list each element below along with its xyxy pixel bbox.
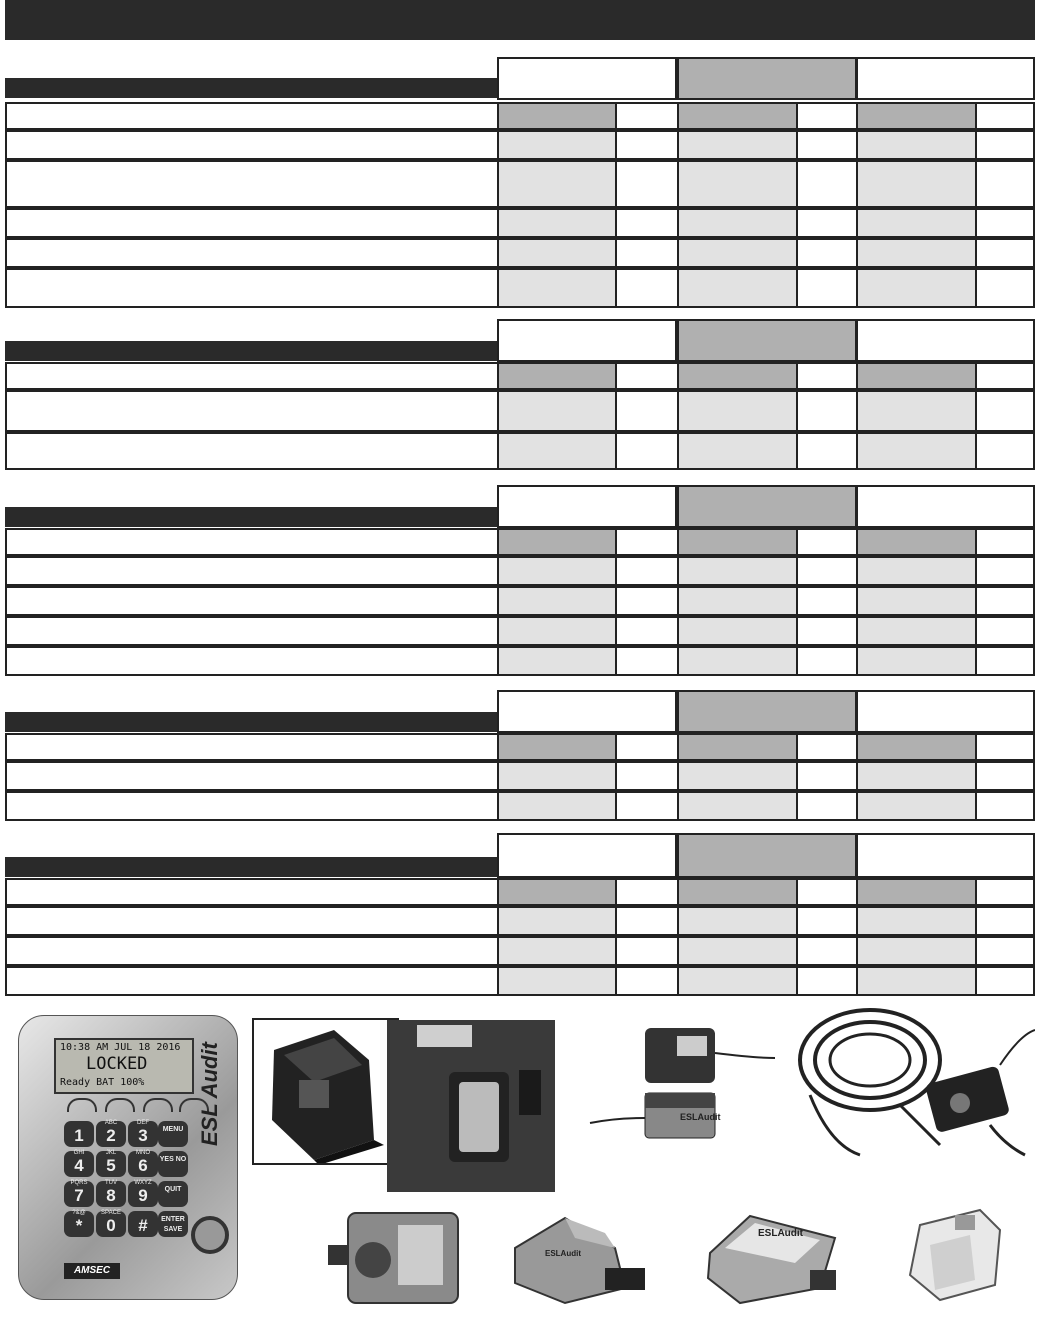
keypad-photo [18, 1015, 238, 1300]
keypad-round-button[interactable] [191, 1216, 229, 1254]
lock-box-label: ESLAudit [545, 1249, 581, 1258]
key-label: 4 [74, 1156, 84, 1175]
section-4-row-2-cell-3 [677, 761, 798, 791]
section-5-row-4-cell-6 [975, 966, 1035, 996]
section-4-row-1-cell-4 [796, 733, 858, 761]
esl-audit-brand: ESL Audit [197, 1042, 222, 1146]
section-5-row-3-cell-5 [856, 936, 977, 966]
section-5-row-4-cell-2 [615, 966, 679, 996]
section-2-row-1-cell-4 [796, 362, 858, 390]
section-1-row-3-cell-4 [796, 160, 858, 208]
key-15[interactable] [128, 1211, 158, 1237]
section-1-row-5-label [5, 238, 499, 268]
section-4-header-bar [5, 712, 497, 732]
section-5-row-1-label [5, 878, 499, 906]
section-4-row-2-cell-5 [856, 761, 977, 791]
section-1-row-2-cell-3 [677, 130, 798, 160]
section-5-row-3-cell-4 [796, 936, 858, 966]
section-3-row-3-cell-1 [497, 586, 617, 616]
key-5[interactable] [64, 1151, 94, 1177]
section-4-col-header-3 [856, 690, 1035, 733]
section-5-header-bar [5, 857, 497, 877]
section-3-row-5-cell-6 [975, 646, 1035, 676]
section-3-col-header-2 [677, 485, 857, 528]
section-3-row-4-cell-1 [497, 616, 617, 646]
section-1-row-6-cell-4 [796, 268, 858, 308]
section-4-row-2-cell-6 [975, 761, 1035, 791]
key-label: 6 [138, 1156, 148, 1175]
section-3-row-2-cell-5 [856, 556, 977, 586]
section-3-row-1-cell-3 [677, 528, 798, 556]
bolt-lock-label: ESLAudit [758, 1228, 803, 1239]
section-1-row-3-cell-3 [677, 160, 798, 208]
section-2-row-2-cell-2 [615, 390, 679, 432]
section-5-row-1-cell-6 [975, 878, 1035, 906]
section-3-row-2-label [5, 556, 499, 586]
section-3-row-4-cell-3 [677, 616, 798, 646]
key-sub-label: WXYZ [134, 1180, 152, 1186]
section-3-row-3-cell-2 [615, 586, 679, 616]
section-4-row-1-cell-5 [856, 733, 977, 761]
section-1-row-3-cell-1 [497, 160, 617, 208]
screen-line-2: LOCKED [86, 1054, 148, 1074]
key-sub-label: SPACE [101, 1210, 121, 1216]
key-label: 3 [138, 1126, 148, 1145]
lock-body-1-photo [328, 1205, 478, 1310]
lock-body-2-photo [505, 1208, 650, 1308]
section-1-row-6-cell-6 [975, 268, 1035, 308]
section-2-row-1-cell-5 [856, 362, 977, 390]
section-4-row-2-cell-1 [497, 761, 617, 791]
section-5-row-1-cell-5 [856, 878, 977, 906]
section-3-row-5-cell-4 [796, 646, 858, 676]
section-1-header-bar [5, 78, 497, 98]
section-2-row-2-label [5, 390, 499, 432]
section-5-row-4-cell-1 [497, 966, 617, 996]
section-3-row-3-label [5, 586, 499, 616]
key-sub-label: ?&@ [72, 1210, 86, 1216]
section-4-row-1-label [5, 733, 499, 761]
section-2-row-3-cell-4 [796, 432, 858, 470]
mounting-bracket-image [254, 1020, 397, 1163]
section-1-row-2-cell-6 [975, 130, 1035, 160]
section-2-row-3-cell-5 [856, 432, 977, 470]
safe-handle [519, 1070, 541, 1115]
key-3[interactable] [128, 1121, 158, 1147]
lock-body-3-photo [700, 1208, 845, 1308]
section-3-row-1-cell-5 [856, 528, 977, 556]
section-3-row-2-cell-4 [796, 556, 858, 586]
section-1-col-header-2 [677, 57, 857, 100]
safe-label-plate [417, 1025, 472, 1047]
section-3-col-header-1 [497, 485, 677, 528]
key-sub-label: ABC [104, 1120, 118, 1126]
section-3-row-1-cell-2 [615, 528, 679, 556]
section-1-row-2-cell-4 [796, 130, 858, 160]
section-3-row-1-cell-4 [796, 528, 858, 556]
key-10[interactable] [96, 1181, 126, 1207]
section-5-row-2-cell-2 [615, 906, 679, 936]
section-4-row-1-cell-6 [975, 733, 1035, 761]
section-5-row-3-cell-2 [615, 936, 679, 966]
key-label: 2 [106, 1126, 116, 1145]
section-1-row-2-cell-5 [856, 130, 977, 160]
key-sub-label: MNO [136, 1150, 150, 1156]
section-5-row-2-label [5, 906, 499, 936]
section-3-row-3-cell-5 [856, 586, 977, 616]
section-2-row-1-cell-3 [677, 362, 798, 390]
key-8[interactable] [158, 1151, 188, 1177]
section-5-row-2-cell-3 [677, 906, 798, 936]
section-1-row-6-cell-5 [856, 268, 977, 308]
section-4-row-2-label [5, 761, 499, 791]
section-1-row-5-cell-1 [497, 238, 617, 268]
section-1-row-4-label [5, 208, 499, 238]
screen-line-3: Ready BAT 100% [60, 1077, 145, 1088]
section-5-col-header-2 [677, 833, 857, 878]
power-box-label: ESLAudit [680, 1112, 721, 1122]
section-1-row-5-cell-5 [856, 238, 977, 268]
keypad-screen [54, 1038, 194, 1094]
section-4-row-1-cell-2 [615, 733, 679, 761]
key-label: * [75, 1216, 83, 1235]
section-3-row-4-cell-6 [975, 616, 1035, 646]
section-5-row-2-cell-4 [796, 906, 858, 936]
section-1-col-header-3 [856, 57, 1035, 100]
section-3-row-2-cell-6 [975, 556, 1035, 586]
softkey-3[interactable] [143, 1098, 173, 1112]
section-4-row-1-cell-1 [497, 733, 617, 761]
section-5-row-2-cell-1 [497, 906, 617, 936]
section-5-row-4-cell-4 [796, 966, 858, 996]
section-3-row-1-label [5, 528, 499, 556]
screen-line-1: 10:38 AM JUL 18 2016 [60, 1042, 181, 1053]
section-5-row-1-cell-2 [615, 878, 679, 906]
safe-door-photo [387, 1020, 555, 1192]
power-adapter-photo [585, 1018, 785, 1158]
section-5-row-4-cell-5 [856, 966, 977, 996]
section-1-row-3-cell-2 [615, 160, 679, 208]
section-1-row-3-cell-6 [975, 160, 1035, 208]
section-1-col-header-1 [497, 57, 677, 100]
section-5-row-2-cell-6 [975, 906, 1035, 936]
key-11[interactable] [128, 1181, 158, 1207]
section-1-row-1-cell-1 [497, 102, 617, 130]
section-2-row-3-cell-2 [615, 432, 679, 470]
section-3-row-5-cell-2 [615, 646, 679, 676]
section-3-row-5-cell-1 [497, 646, 617, 676]
section-1-row-4-cell-5 [856, 208, 977, 238]
key-sub-label: DEF [137, 1120, 149, 1126]
key-1[interactable] [64, 1121, 94, 1147]
section-4-row-3-cell-2 [615, 791, 679, 821]
section-3-row-4-cell-5 [856, 616, 977, 646]
key-sub-label: JKL [105, 1150, 117, 1156]
section-1-row-3-cell-5 [856, 160, 977, 208]
key-label: YES NO [159, 1156, 187, 1163]
section-3-row-3-cell-3 [677, 586, 798, 616]
section-1-row-3-label [5, 160, 499, 208]
section-2-row-2-cell-5 [856, 390, 977, 432]
section-1-row-5-cell-4 [796, 238, 858, 268]
section-1-row-6-cell-3 [677, 268, 798, 308]
section-2-row-2-cell-1 [497, 390, 617, 432]
section-2-row-2-cell-6 [975, 390, 1035, 432]
section-1-row-4-cell-3 [677, 208, 798, 238]
section-3-row-5-label [5, 646, 499, 676]
section-4-row-1-cell-3 [677, 733, 798, 761]
key-sub-label: TUV [105, 1180, 117, 1186]
section-5-row-1-cell-3 [677, 878, 798, 906]
key-sub-label: PQRS [70, 1180, 88, 1186]
section-4-row-3-cell-6 [975, 791, 1035, 821]
section-4-col-header-2 [677, 690, 857, 733]
key-14[interactable] [96, 1211, 126, 1237]
section-1-row-5-cell-3 [677, 238, 798, 268]
section-5-row-3-label [5, 936, 499, 966]
section-4-row-3-cell-1 [497, 791, 617, 821]
section-3-header-bar [5, 507, 497, 527]
cable-kit-photo [790, 1005, 1035, 1170]
section-3-row-2-cell-3 [677, 556, 798, 586]
section-2-row-3-cell-1 [497, 432, 617, 470]
section-2-col-header-2 [677, 319, 857, 362]
section-4-row-3-cell-4 [796, 791, 858, 821]
section-2-row-3-cell-3 [677, 432, 798, 470]
section-2-col-header-3 [856, 319, 1035, 362]
section-1-row-6-cell-1 [497, 268, 617, 308]
key-label: 7 [74, 1186, 84, 1205]
safe-keypad [459, 1082, 499, 1152]
key-label: 8 [106, 1186, 116, 1205]
key-16[interactable] [158, 1211, 188, 1237]
section-3-row-4-cell-2 [615, 616, 679, 646]
section-1-row-1-cell-6 [975, 102, 1035, 130]
key-4[interactable] [158, 1121, 188, 1147]
section-1-row-6-label [5, 268, 499, 308]
section-2-row-2-cell-4 [796, 390, 858, 432]
section-1-row-5-cell-6 [975, 238, 1035, 268]
section-1-row-2-cell-2 [615, 130, 679, 160]
door-switch-photo [900, 1205, 1010, 1310]
section-2-header-bar [5, 341, 497, 361]
section-1-row-1-cell-5 [856, 102, 977, 130]
section-4-row-3-label [5, 791, 499, 821]
section-5-col-header-3 [856, 833, 1035, 878]
key-label: MENU [162, 1126, 184, 1133]
section-4-col-header-1 [497, 690, 677, 733]
section-1-row-4-cell-4 [796, 208, 858, 238]
section-3-row-3-cell-6 [975, 586, 1035, 616]
section-4-row-2-cell-4 [796, 761, 858, 791]
section-5-row-4-label [5, 966, 499, 996]
section-4-row-3-cell-5 [856, 791, 977, 821]
section-3-row-5-cell-5 [856, 646, 977, 676]
section-1-row-2-label [5, 130, 499, 160]
section-1-row-1-cell-2 [615, 102, 679, 130]
section-1-row-1-cell-4 [796, 102, 858, 130]
section-2-row-1-cell-1 [497, 362, 617, 390]
section-4-row-2-cell-2 [615, 761, 679, 791]
section-2-row-3-label [5, 432, 499, 470]
softkey-1[interactable] [67, 1098, 97, 1112]
section-1-row-6-cell-2 [615, 268, 679, 308]
key-label: 0 [106, 1216, 116, 1235]
section-3-col-header-3 [856, 485, 1035, 528]
section-3-row-4-cell-4 [796, 616, 858, 646]
section-3-row-2-cell-2 [615, 556, 679, 586]
section-5-row-1-cell-4 [796, 878, 858, 906]
key-2[interactable] [96, 1121, 126, 1147]
section-1-row-2-cell-1 [497, 130, 617, 160]
section-1-row-1-label [5, 102, 499, 130]
section-5-row-2-cell-5 [856, 906, 977, 936]
section-1-row-1-cell-3 [677, 102, 798, 130]
section-1-row-4-cell-2 [615, 208, 679, 238]
key-6[interactable] [96, 1151, 126, 1177]
section-5-row-1-cell-1 [497, 878, 617, 906]
key-label: QUIT [164, 1186, 182, 1193]
section-3-row-1-cell-1 [497, 528, 617, 556]
section-2-row-2-cell-3 [677, 390, 798, 432]
section-1-row-5-cell-2 [615, 238, 679, 268]
key-7[interactable] [128, 1151, 158, 1177]
key-12[interactable] [158, 1181, 188, 1207]
softkey-2[interactable] [105, 1098, 135, 1112]
key-label: 9 [138, 1186, 148, 1205]
section-2-row-3-cell-6 [975, 432, 1035, 470]
section-4-row-3-cell-3 [677, 791, 798, 821]
section-2-row-1-label [5, 362, 499, 390]
amsec-logo: AMSEC [64, 1263, 120, 1279]
title-bar [5, 0, 1035, 40]
key-label: ENTER SAVE [161, 1216, 185, 1233]
key-9[interactable] [64, 1181, 94, 1207]
section-3-row-1-cell-6 [975, 528, 1035, 556]
key-label: # [138, 1216, 148, 1235]
key-sub-label: GHI [73, 1150, 85, 1156]
section-3-row-4-label [5, 616, 499, 646]
section-2-row-1-cell-6 [975, 362, 1035, 390]
section-3-row-3-cell-4 [796, 586, 858, 616]
bracket-photo-frame [252, 1018, 399, 1165]
section-1-row-4-cell-6 [975, 208, 1035, 238]
key-13[interactable] [64, 1211, 94, 1237]
section-5-row-3-cell-3 [677, 936, 798, 966]
section-5-row-3-cell-6 [975, 936, 1035, 966]
section-2-row-1-cell-2 [615, 362, 679, 390]
section-5-col-header-1 [497, 833, 677, 878]
section-1-row-4-cell-1 [497, 208, 617, 238]
section-2-col-header-1 [497, 319, 677, 362]
section-3-row-2-cell-1 [497, 556, 617, 586]
key-label: 1 [74, 1126, 84, 1145]
section-5-row-3-cell-1 [497, 936, 617, 966]
section-5-row-4-cell-3 [677, 966, 798, 996]
section-3-row-5-cell-3 [677, 646, 798, 676]
key-label: 5 [106, 1156, 116, 1175]
